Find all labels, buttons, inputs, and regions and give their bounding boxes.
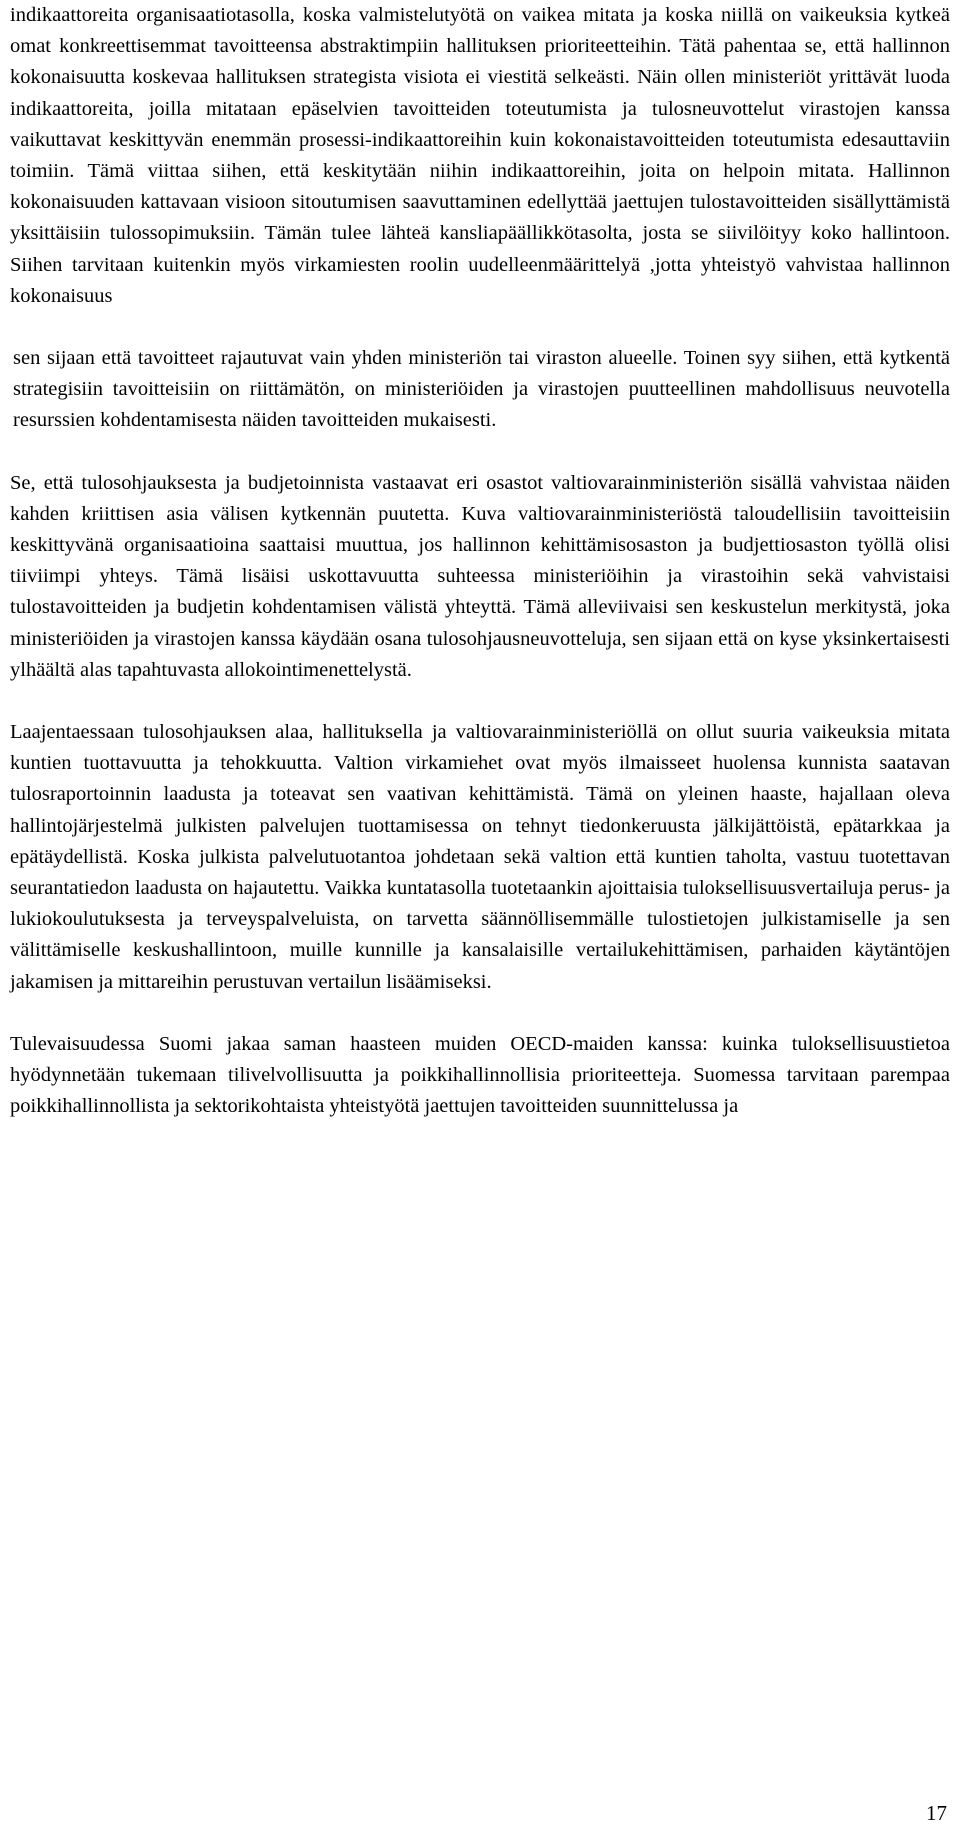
document-body (10, 0, 950, 1123)
paragraph-resources: sen sijaan että tavoitteet rajautuvat vain yhden ministeriön tai viraston alueelle. Toinen syy siihen, että kytkentä strategisiin tavoitteisiin on riittämätön, on ministeriöiden ja virastojen puutteellinen mahdollisuus neuvotella resurssien kohdentamisesta näiden tavoitteiden mukaisesti. (13, 347, 950, 432)
paragraph-future: Tulevaisuudessa Suomi jakaa saman haasteen muiden OECD-maiden kanssa: kuinka tuloksellisuustietoa hyödynnetään tukemaan tilivelvollisuutta ja poikkihallinnollisia prioriteetteja. Suomessa tarvitaan parempaa poikkihallinnollista ja sektorikohtaista yhteistyötä jaettujen tavoitteiden suunnittelussa ja (10, 1032, 950, 1118)
paragraph-indicators: indikaattoreita organisaatiotasolla, koska valmistelutyötä on vaikea mitata ja koska niillä on vaikeuksia kytkeä omat konkreettisemmat tavoitteensa abstraktimpiin hallituksen prioriteetteihin. Tätä pahentaa se, että hallinnon kokonaisuutta koskevaa hallituksen strategista visiota ei viestitä selkeästi. Näin ollen ministeriöt yrittävät luoda indikaattoreita, joilla mitataan epäselvien tavoitteiden toteutumista ja tulosneuvottelut virastojen kanssa vaikuttavat keskittyvän enemmän prosessi-indikaattoreihin kuin kokonaistavoitteiden toteutumista edesauttaviin toimiin. Tämä viittaa siihen, että keskitytään niihin indikaattoreihin, joita on helpoin mitata. Hallinnon kokonaisuuden kattavaan visioon sitoutumisen saavuttaminen edellyttää jaettujen tulostavoitteiden sisällyttämistä yksittäisiin tulossopimuksiin. Tämän tulee lähteä kansliapäällikkötasolta, josta se siivilöityy koko hallintoon. Siihen tarvitaan kuitenkin myös virkamiesten roolin uudelleenmäärittelyä ,jotta yhteistyö vahvistaa hallinnon kokonaisuus (10, 4, 950, 307)
paragraph-budgeting: Se, että tulosohjauksesta ja budjetoinnista vastaavat eri osastot valtiovarainministeriön sisällä vahvistaa näiden kahden kriittisen asia välisen kytkennän puutetta. Kuva valtiovarainministeriöstä taloudellisiin tavoitteisiin keskittyvänä organisaatioina saattaisi muuttua, jos hallinnon kehittämisosaston ja budjettiosaston työllä olisi tiiviimpi yhteys. Tämä lisäisi uskottavuutta suhteessa ministeriöihin ja virastoihin sekä vahvistaisi tulostavoitteiden ja budjetin kohdentamisen välistä yhteyttä. Tämä alleviivaisi sen keskustelun merkitystä, joka ministeriöiden ja virastojen kanssa käydään osana tulosohjausneuvotteluja, sen sijaan että on kyse yksinkertaisesti ylhäältä alas tapahtuvasta allokointimenettelystä. (10, 471, 950, 681)
paragraph-municipalities: Laajentaessaan tulosohjauksen alaa, hallituksella ja valtiovarainministeriöllä on ollut suuria vaikeuksia mitata kuntien tuottavuutta ja tehokkuutta. Valtion virkamiehet ovat myös ilmaisseet huolensa kunnista saatavan tulosraportoinnin laadusta ja toteavat sen vaativan kehittämistä. Tämä on yleinen haaste, hajallaan oleva hallintojärjestelmä julkisten palvelujen tuottamisessa on tehnyt tiedonkeruusta jälkijättöistä, epätarkkaa ja epätäydellistä. Koska julkista palvelutuotantoa johdetaan sekä valtion että kuntien taholta, vastuu tuotettavan seurantatiedon laadusta on hajautettu. Vaikka kuntatasolla tuotetaankin ajoittaisia tuloksellisuusvertailuja perus- ja lukiokoulutuksesta ja terveyspalveluista, on tarvetta säännöllisemmälle tulostietojen julkistamiselle ja sen välittämiselle keskushallintoon, muille kunnille ja kansalaisille vertailukehittämisen, parhaiden käytäntöjen jakamisen ja mittareihin perustuvan vertailun lisäämiseksi. (10, 721, 950, 993)
page-number: 17 (926, 1801, 947, 1825)
